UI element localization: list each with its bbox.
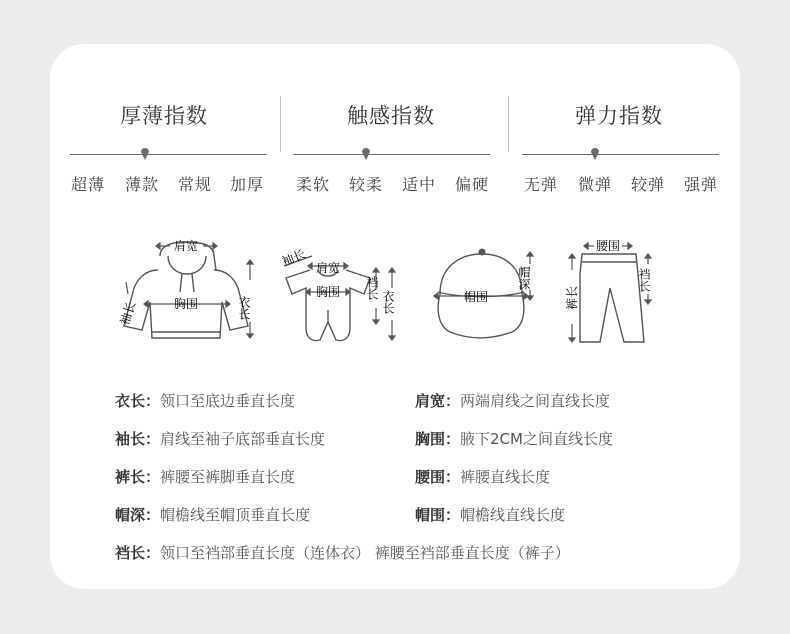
definition-waist: 腰围：裤腰直线长度 bbox=[415, 468, 551, 486]
thickness-index-title: 厚薄指数 bbox=[120, 104, 208, 128]
definition-sleeve: 袖长：肩线至袖子底部垂直长度 bbox=[115, 430, 326, 448]
hoodie-shoulder-label: 肩宽 bbox=[174, 239, 199, 253]
touch-option-2: 较柔 bbox=[349, 175, 384, 194]
hoodie-chest-label: 胸围 bbox=[174, 297, 199, 311]
elasticity-option-3: 较弹 bbox=[631, 175, 666, 194]
definition-hat-depth: 帽深：帽檐线至帽顶垂直长度 bbox=[115, 506, 311, 524]
definition-crotch: 裆长：领口至裆部垂直长度（连体衣） 裤腰至裆部垂直长度（裤子） bbox=[115, 544, 570, 562]
section-divider bbox=[508, 96, 509, 152]
hoodie-length-label: 衣长 bbox=[237, 296, 251, 320]
touch-option-1: 柔软 bbox=[296, 175, 331, 194]
definition-chest: 胸围：腋下2CM之间直线长度 bbox=[415, 430, 613, 448]
thickness-option-4: 加厚 bbox=[230, 175, 265, 194]
definition-length: 衣长：领口至底边垂直长度 bbox=[115, 392, 296, 410]
elasticity-index-title: 弹力指数 bbox=[575, 104, 663, 128]
section-divider bbox=[280, 96, 281, 152]
definition-pants-length: 裤长：裤腰至裤脚垂直长度 bbox=[115, 468, 296, 486]
romper-chest-label: 胸围 bbox=[316, 285, 341, 299]
romper-shoulder-label: 肩宽 bbox=[316, 261, 341, 275]
elasticity-scale-line bbox=[522, 154, 719, 155]
romper-sleeve-label: 袖长 bbox=[279, 246, 308, 269]
hat-depth-label: 帽深 bbox=[517, 266, 531, 290]
hoodie-sleeve-label: 袖长 bbox=[117, 299, 139, 327]
pants-diagram bbox=[552, 234, 672, 354]
thickness-scale-line bbox=[70, 154, 267, 155]
thickness-option-2: 薄款 bbox=[125, 175, 160, 194]
touch-scale-line bbox=[293, 154, 490, 155]
hat-diagram bbox=[420, 240, 550, 350]
definition-hat-circumference: 帽围：帽檐线直线长度 bbox=[415, 506, 566, 524]
elasticity-option-1: 无弹 bbox=[524, 175, 559, 194]
elasticity-marker-icon bbox=[590, 146, 600, 160]
touch-index-title: 触感指数 bbox=[347, 104, 435, 128]
pants-crotch-label: 裆长 bbox=[637, 268, 651, 292]
thickness-option-3: 常规 bbox=[178, 175, 213, 194]
elasticity-option-4: 强弹 bbox=[684, 175, 719, 194]
definition-shoulder: 肩宽：两端肩线之间直线长度 bbox=[415, 392, 611, 410]
elasticity-option-2: 微弹 bbox=[578, 175, 613, 194]
pants-length-label: 裤长 bbox=[565, 285, 579, 310]
hat-circumference-label: 帽围 bbox=[464, 290, 489, 304]
touch-marker-icon bbox=[361, 146, 371, 160]
touch-option-3: 适中 bbox=[402, 175, 437, 194]
hoodie-diagram bbox=[102, 230, 272, 350]
romper-crotch-label: 裆长 bbox=[365, 276, 379, 300]
thickness-option-1: 超薄 bbox=[71, 175, 106, 194]
pants-waist-label: 腰围 bbox=[596, 239, 621, 253]
thickness-marker-icon bbox=[140, 146, 150, 160]
romper-length-label: 衣长 bbox=[381, 290, 395, 314]
touch-option-4: 偏硬 bbox=[455, 175, 490, 194]
romper-diagram bbox=[276, 232, 416, 352]
